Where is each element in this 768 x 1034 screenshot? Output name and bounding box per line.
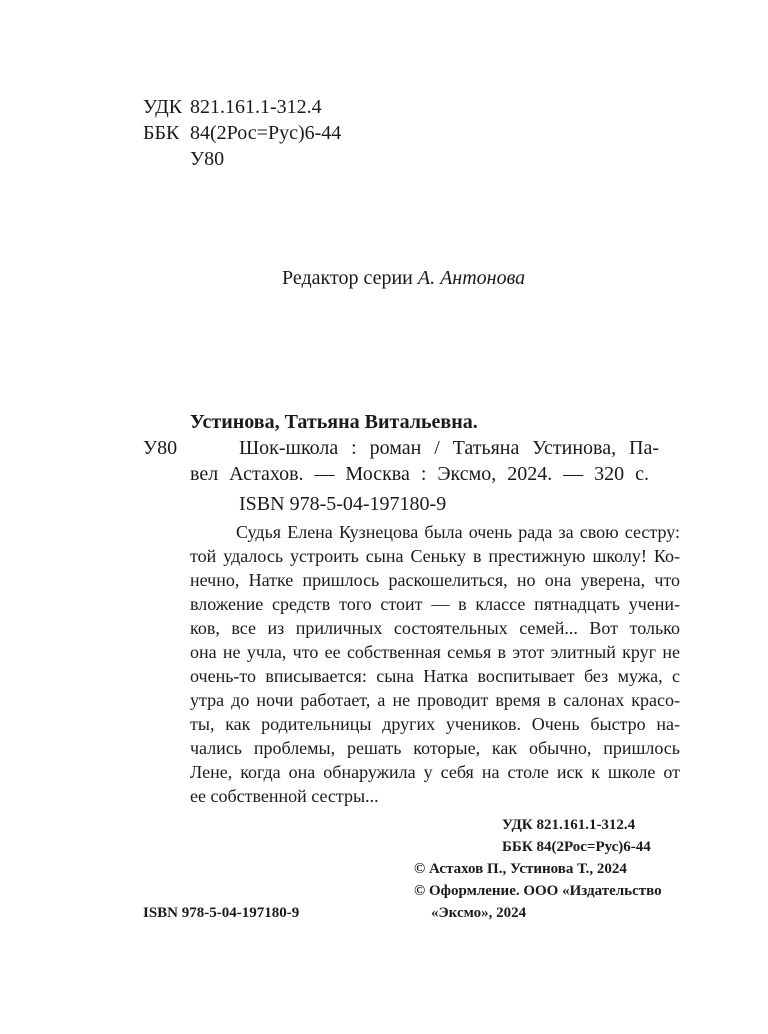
footer-udk: УДК 821.161.1-312.4 [502,817,636,833]
annotation-line: ее собственной сестры... [190,786,379,806]
annotation-line: утра до ночи работает, а не проводит время в салонах красо- [190,690,680,710]
annotation-line: вложение средств того стоит — в классе пятнадцать учени- [190,594,680,614]
annotation-line: нечно, Натке пришлось раскошелиться, но она уверена, что [190,570,680,590]
footer-bbk: ББК 84(2Рос=Рус)6-44 [502,839,651,855]
series-editor [282,266,525,290]
annotation-line: чались проблемы, решать которые, как обычно, пришлось [190,738,680,758]
annotation-line: Судья Елена Кузнецова была очень рада за свою сестру: [236,522,680,542]
series-editor-name: А. Антонова [417,267,526,289]
isbn-entry: ISBN 978-5-04-197180-9 [239,493,447,515]
udk-label: УДК [143,96,183,118]
annotation-paragraph [190,520,680,808]
annotation-line: Лене, когда она обнаружила у себя на столе иск к школе от [190,762,680,782]
udk-value: 821.161.1-312.4 [190,96,322,118]
annotation-line: той удалось устроить сына Сеньку в престижную школу! Ко- [190,546,680,566]
author-sign-entry: У80 [143,437,178,459]
udk-code [143,95,322,119]
annotation-line: ков, все из приличных состоятельных семей... Вот только [190,618,680,638]
annotation-line: ты, как родительницы других учеников. Очень быстро на- [190,714,680,734]
bibliographic-line-2: вел Астахов. — Москва : Эксмо, 2024. — 320 с. [190,463,649,485]
copyright-line-2: © Оформление. ООО «Издательство [414,883,662,899]
copyright-line-1: © Астахов П., Устинова Т., 2024 [414,861,627,877]
copyright-line-3: «Эксмо», 2024 [431,905,527,921]
bibliographic-line-1: Шок-школа : роман / Татьяна Устинова, Па- [239,437,659,459]
bbk-value: 84(2Рос=Рус)6-44 [190,122,342,144]
series-editor-label: Редактор серии [282,267,418,289]
bbk-label: ББК [143,122,180,144]
annotation-line: она не учла, что ее собственная семья в этот элитный круг не [190,642,680,662]
author-heading: Устинова, Татьяна Витальевна. [190,411,478,433]
bottom-isbn: ISBN 978-5-04-197180-9 [143,905,300,921]
bbk-code [143,121,341,145]
annotation-line: очень-то вписывается: сына Натка воспитывает без мужа, с [190,666,680,686]
author-sign-top: У80 [190,148,225,170]
